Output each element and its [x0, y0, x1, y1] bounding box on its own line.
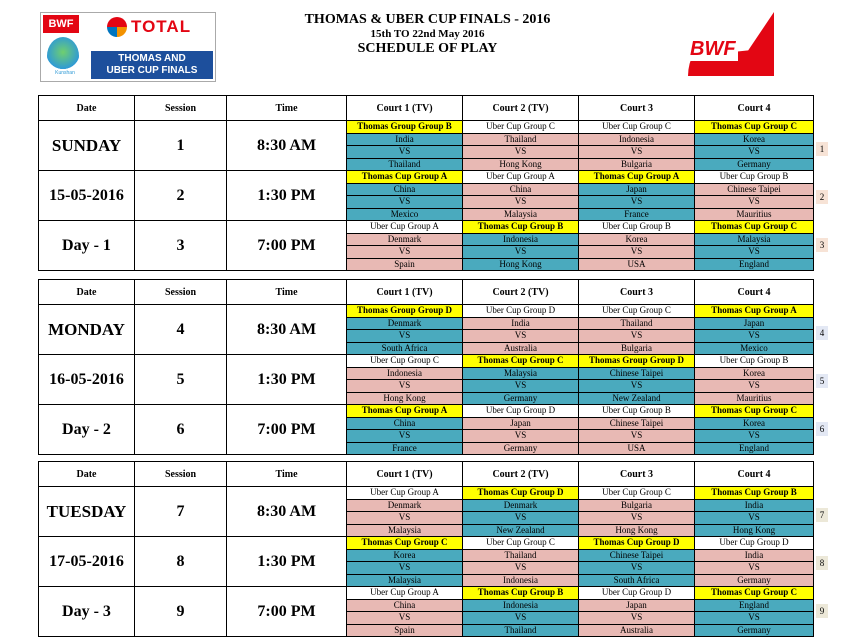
title-block — [240, 12, 615, 57]
session-row — [39, 587, 814, 637]
day-date: 17-05-2016 — [39, 537, 135, 587]
match-group: Uber Cup Group A — [347, 221, 462, 234]
versus-label: VS — [347, 562, 462, 575]
match-group: Uber Cup Group B — [695, 355, 813, 368]
match-cell — [347, 121, 463, 171]
match-group: Thomas Group Group B — [347, 121, 462, 134]
session-time: 8:30 AM — [227, 305, 347, 355]
team-1: Denmark — [347, 318, 462, 331]
match-cell — [347, 221, 463, 271]
match-cell — [695, 171, 814, 221]
versus-label: VS — [695, 196, 813, 209]
match-group: Uber Cup Group D — [579, 587, 694, 600]
team-2: Thailand — [347, 159, 462, 171]
team-2: Hong Kong — [347, 393, 462, 405]
match-cell — [347, 171, 463, 221]
sponsor-name: TOTAL — [131, 17, 192, 36]
match-group: Uber Cup Group A — [347, 587, 462, 600]
versus-label: VS — [695, 146, 813, 159]
session-time: 7:00 PM — [227, 405, 347, 455]
match-cell — [347, 537, 463, 587]
session-time: 8:30 AM — [227, 121, 347, 171]
time-header: Time — [227, 96, 347, 121]
match-group: Thomas Cup Group A — [347, 171, 462, 184]
match-cell — [347, 487, 463, 537]
team-1: Thailand — [463, 550, 578, 563]
team-2: England — [695, 443, 813, 455]
team-1: Japan — [579, 184, 694, 197]
team-2: Mauritius — [695, 209, 813, 221]
team-1: Korea — [695, 368, 813, 381]
session-time: 1:30 PM — [227, 355, 347, 405]
team-1: Denmark — [463, 500, 578, 513]
versus-label: VS — [695, 562, 813, 575]
versus-label: VS — [463, 380, 578, 393]
court-4-header: Court 4 — [695, 462, 814, 487]
team-1: Malaysia — [695, 234, 813, 247]
match-group: Thomas Cup Group D — [463, 487, 578, 500]
session-index-marker: 6 — [816, 422, 828, 436]
versus-label: VS — [463, 612, 578, 625]
match-group: Thomas Cup Group C — [463, 355, 578, 368]
match-cell — [579, 305, 695, 355]
bwf-badge: BWF — [43, 15, 79, 33]
match-group: Uber Cup Group C — [579, 305, 694, 318]
match-group: Uber Cup Group B — [579, 405, 694, 418]
versus-label: VS — [579, 430, 694, 443]
team-1: Korea — [579, 234, 694, 247]
event-name-box — [91, 51, 213, 79]
session-index-marker: 9 — [816, 604, 828, 618]
session-time: 7:00 PM — [227, 587, 347, 637]
session-index-marker: 5 — [816, 374, 828, 388]
versus-label: VS — [347, 246, 462, 259]
match-group: Thomas Group Group D — [347, 305, 462, 318]
team-1: Korea — [347, 550, 462, 563]
team-1: Malaysia — [463, 368, 578, 381]
team-2: Australia — [463, 343, 578, 355]
session-number: 1 — [135, 121, 227, 171]
date-header: Date — [39, 462, 135, 487]
match-group: Uber Cup Group B — [695, 171, 813, 184]
match-group: Uber Cup Group C — [463, 537, 578, 550]
day-label: Day - 3 — [39, 587, 135, 637]
match-group: Thomas Cup Group A — [579, 171, 694, 184]
match-cell — [463, 171, 579, 221]
match-group: Thomas Cup Group C — [695, 221, 813, 234]
match-cell — [695, 305, 814, 355]
court-3-header: Court 3 — [579, 462, 695, 487]
team-1: China — [347, 418, 462, 431]
team-2: Malaysia — [347, 575, 462, 587]
match-cell — [463, 221, 579, 271]
match-group: Thomas Cup Group B — [695, 487, 813, 500]
team-1: Japan — [579, 600, 694, 613]
match-cell — [347, 355, 463, 405]
header-row — [39, 96, 814, 121]
match-group: Thomas Cup Group B — [463, 587, 578, 600]
match-cell — [579, 121, 695, 171]
match-group: Uber Cup Group A — [347, 487, 462, 500]
team-2: South Africa — [579, 575, 694, 587]
versus-label: VS — [579, 512, 694, 525]
team-1: Denmark — [347, 500, 462, 513]
court-4-header: Court 4 — [695, 280, 814, 305]
header-row — [39, 280, 814, 305]
date-header: Date — [39, 96, 135, 121]
team-1: Indonesia — [463, 600, 578, 613]
day-table — [38, 279, 825, 455]
team-1: Thailand — [579, 318, 694, 331]
session-number: 2 — [135, 171, 227, 221]
versus-label: VS — [463, 196, 578, 209]
versus-label: VS — [347, 196, 462, 209]
versus-label: VS — [347, 146, 462, 159]
match-cell — [695, 537, 814, 587]
day-table — [38, 95, 825, 271]
versus-label: VS — [347, 380, 462, 393]
schedule-table — [38, 461, 814, 637]
team-1: Thailand — [463, 134, 578, 147]
event-logo — [40, 12, 216, 82]
team-2: Mexico — [695, 343, 813, 355]
session-row — [39, 405, 814, 455]
versus-label: VS — [347, 612, 462, 625]
court-1-header: Court 1 (TV) — [347, 280, 463, 305]
session-number: 9 — [135, 587, 227, 637]
team-2: France — [347, 443, 462, 455]
day-table — [38, 461, 825, 637]
team-1: Bulgaria — [579, 500, 694, 513]
team-2: USA — [579, 259, 694, 271]
versus-label: VS — [463, 146, 578, 159]
match-group: Thomas Cup Group C — [695, 587, 813, 600]
bwf-logo — [686, 12, 774, 77]
total-logo-icon — [107, 17, 127, 37]
match-cell — [695, 487, 814, 537]
court-1-header: Court 1 (TV) — [347, 462, 463, 487]
session-index-marker: 8 — [816, 556, 828, 570]
team-2: Hong Kong — [695, 525, 813, 537]
versus-label: VS — [579, 380, 694, 393]
team-1: Korea — [695, 134, 813, 147]
versus-label: VS — [347, 330, 462, 343]
court-2-header: Court 2 (TV) — [463, 96, 579, 121]
team-2: Germany — [695, 575, 813, 587]
match-cell — [579, 355, 695, 405]
court-3-header: Court 3 — [579, 280, 695, 305]
team-1: Chinese Taipei — [695, 184, 813, 197]
time-header: Time — [227, 280, 347, 305]
session-row — [39, 537, 814, 587]
session-row — [39, 355, 814, 405]
team-1: Indonesia — [579, 134, 694, 147]
session-time: 8:30 AM — [227, 487, 347, 537]
session-number: 7 — [135, 487, 227, 537]
match-cell — [579, 487, 695, 537]
session-header: Session — [135, 96, 227, 121]
event-name-line1: THOMAS AND — [118, 53, 186, 64]
team-2: Bulgaria — [579, 343, 694, 355]
match-group: Uber Cup Group B — [579, 221, 694, 234]
match-cell — [579, 537, 695, 587]
team-2: Spain — [347, 625, 462, 637]
session-number: 8 — [135, 537, 227, 587]
team-2: New Zealand — [579, 393, 694, 405]
session-row — [39, 305, 814, 355]
versus-label: VS — [695, 330, 813, 343]
day-date: 15-05-2016 — [39, 171, 135, 221]
court-2-header: Court 2 (TV) — [463, 280, 579, 305]
match-cell — [347, 587, 463, 637]
session-number: 5 — [135, 355, 227, 405]
team-1: China — [463, 184, 578, 197]
match-cell — [463, 537, 579, 587]
team-2: USA — [579, 443, 694, 455]
day-name: MONDAY — [39, 305, 135, 355]
match-group: Uber Cup Group A — [463, 171, 578, 184]
team-2: Bulgaria — [579, 159, 694, 171]
team-1: Chinese Taipei — [579, 418, 694, 431]
team-1: India — [695, 500, 813, 513]
team-1: Korea — [695, 418, 813, 431]
team-2: Spain — [347, 259, 462, 271]
court-3-header: Court 3 — [579, 96, 695, 121]
team-2: Germany — [695, 159, 813, 171]
day-date: 16-05-2016 — [39, 355, 135, 405]
match-group: Uber Cup Group C — [347, 355, 462, 368]
session-number: 6 — [135, 405, 227, 455]
versus-label: VS — [579, 330, 694, 343]
versus-label: VS — [695, 612, 813, 625]
team-2: New Zealand — [463, 525, 578, 537]
versus-label: VS — [463, 512, 578, 525]
day-name: SUNDAY — [39, 121, 135, 171]
match-group: Uber Cup Group D — [695, 537, 813, 550]
page-subtitle: SCHEDULE OF PLAY — [357, 41, 498, 56]
match-cell — [463, 305, 579, 355]
team-2: Germany — [695, 625, 813, 637]
team-1: Chinese Taipei — [579, 368, 694, 381]
team-1: Denmark — [347, 234, 462, 247]
match-cell — [695, 587, 814, 637]
versus-label: VS — [347, 512, 462, 525]
session-time: 1:30 PM — [227, 537, 347, 587]
day-label: Day - 1 — [39, 221, 135, 271]
versus-label: VS — [463, 562, 578, 575]
team-2: Germany — [463, 443, 578, 455]
team-1: India — [463, 318, 578, 331]
team-2: Thailand — [463, 625, 578, 637]
match-group: Uber Cup Group D — [463, 305, 578, 318]
session-time: 7:00 PM — [227, 221, 347, 271]
match-group: Thomas Cup Group D — [579, 537, 694, 550]
match-group: Thomas Cup Group B — [463, 221, 578, 234]
time-header: Time — [227, 462, 347, 487]
team-2: Hong Kong — [463, 259, 578, 271]
team-2: Germany — [463, 393, 578, 405]
session-header: Session — [135, 462, 227, 487]
team-1: China — [347, 600, 462, 613]
match-cell — [463, 587, 579, 637]
session-number: 4 — [135, 305, 227, 355]
team-1: Japan — [695, 318, 813, 331]
team-2: South Africa — [347, 343, 462, 355]
match-cell — [579, 171, 695, 221]
seal-caption: Kunshan — [55, 70, 75, 76]
team-2: England — [695, 259, 813, 271]
court-4-header: Court 4 — [695, 96, 814, 121]
bwf-logo-text: BWF — [690, 38, 736, 60]
match-cell — [463, 355, 579, 405]
court-2-header: Court 2 (TV) — [463, 462, 579, 487]
team-2: Hong Kong — [579, 525, 694, 537]
team-2: Australia — [579, 625, 694, 637]
court-1-header: Court 1 (TV) — [347, 96, 463, 121]
team-1: England — [695, 600, 813, 613]
match-cell — [695, 355, 814, 405]
match-group: Uber Cup Group C — [463, 121, 578, 134]
schedule-table — [38, 95, 814, 271]
match-cell — [347, 405, 463, 455]
day-name: TUESDAY — [39, 487, 135, 537]
team-2: Mexico — [347, 209, 462, 221]
team-1: Chinese Taipei — [579, 550, 694, 563]
event-dates: 15th TO 22nd May 2016 — [370, 28, 485, 40]
session-index-marker: 1 — [816, 142, 828, 156]
session-number: 3 — [135, 221, 227, 271]
team-1: Indonesia — [347, 368, 462, 381]
team-1: China — [347, 184, 462, 197]
header-row — [39, 462, 814, 487]
match-group: Thomas Cup Group A — [347, 405, 462, 418]
versus-label: VS — [695, 380, 813, 393]
versus-label: VS — [579, 196, 694, 209]
match-cell — [463, 487, 579, 537]
team-1: India — [347, 134, 462, 147]
versus-label: VS — [579, 612, 694, 625]
versus-label: VS — [579, 562, 694, 575]
versus-label: VS — [347, 430, 462, 443]
team-2: Malaysia — [347, 525, 462, 537]
team-1: Japan — [463, 418, 578, 431]
team-2: Hong Kong — [463, 159, 578, 171]
team-2: Indonesia — [463, 575, 578, 587]
team-1: Indonesia — [463, 234, 578, 247]
session-index-marker: 3 — [816, 238, 828, 252]
schedule-table — [38, 279, 814, 455]
match-group: Thomas Group Group D — [579, 355, 694, 368]
match-cell — [695, 121, 814, 171]
page-title: THOMAS & UBER CUP FINALS - 2016 — [304, 12, 551, 27]
session-index-marker: 2 — [816, 190, 828, 204]
team-2: France — [579, 209, 694, 221]
day-label: Day - 2 — [39, 405, 135, 455]
session-row — [39, 487, 814, 537]
team-2: Mauritius — [695, 393, 813, 405]
session-time: 1:30 PM — [227, 171, 347, 221]
match-group: Thomas Cup Group C — [695, 121, 813, 134]
session-row — [39, 171, 814, 221]
versus-label: VS — [695, 512, 813, 525]
team-2: Malaysia — [463, 209, 578, 221]
session-row — [39, 221, 814, 271]
session-index-marker: 4 — [816, 326, 828, 340]
versus-label: VS — [695, 430, 813, 443]
event-name-line2: UBER CUP FINALS — [106, 65, 198, 76]
versus-label: VS — [579, 246, 694, 259]
match-cell — [579, 405, 695, 455]
versus-label: VS — [579, 146, 694, 159]
team-1: India — [695, 550, 813, 563]
match-cell — [579, 587, 695, 637]
versus-label: VS — [463, 330, 578, 343]
session-index-marker: 7 — [816, 508, 828, 522]
match-cell — [463, 405, 579, 455]
match-cell — [695, 405, 814, 455]
match-cell — [695, 221, 814, 271]
match-cell — [463, 121, 579, 171]
match-group: Uber Cup Group D — [463, 405, 578, 418]
match-group: Uber Cup Group C — [579, 121, 694, 134]
session-header: Session — [135, 280, 227, 305]
versus-label: VS — [463, 246, 578, 259]
match-group: Thomas Cup Group A — [695, 305, 813, 318]
match-group: Thomas Cup Group C — [347, 537, 462, 550]
match-cell — [347, 305, 463, 355]
match-group: Uber Cup Group C — [579, 487, 694, 500]
session-row — [39, 121, 814, 171]
match-group: Thomas Cup Group C — [695, 405, 813, 418]
date-header: Date — [39, 280, 135, 305]
versus-label: VS — [463, 430, 578, 443]
match-cell — [579, 221, 695, 271]
versus-label: VS — [695, 246, 813, 259]
